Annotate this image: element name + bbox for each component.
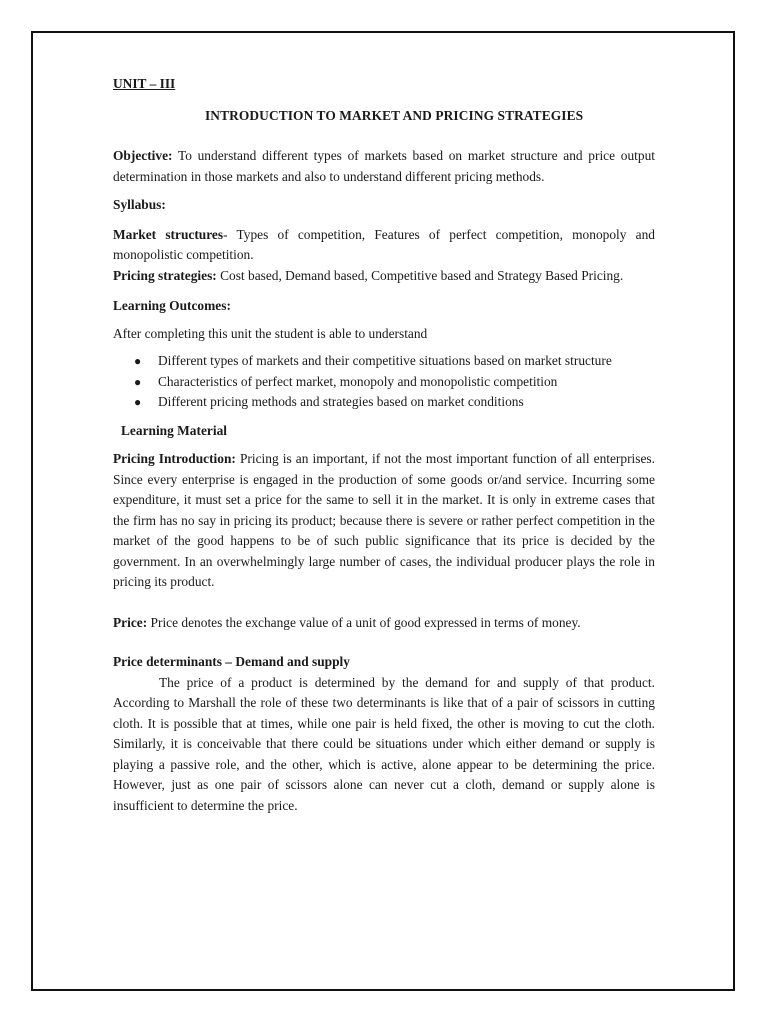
learning-outcomes-heading: Learning Outcomes: [113, 298, 231, 313]
objective-text: To understand different types of markets based on market structure and price output determination in those markets and also to understand different pricing methods. [113, 148, 655, 184]
market-structures-text: - Types of competition, Features of perfect competition, monopoly and monopolistic competition. [113, 226, 655, 262]
syllabus-heading: Syllabus: [113, 197, 166, 212]
bullet-icon: ● [134, 395, 142, 409]
list-item [134, 372, 655, 393]
list-item-text: Different types of markets and their competitive situations based on market structure [158, 353, 612, 368]
bullet-icon: ● [134, 374, 142, 389]
objective-label: Objective: [113, 148, 173, 163]
objective-paragraph [113, 146, 655, 187]
price-paragraph [113, 613, 655, 634]
price-determinants-heading: Price determinants – Demand and supply [113, 654, 350, 669]
list-item [134, 351, 655, 372]
learning-outcomes-list [113, 351, 655, 413]
market-structures-label: Market structures [113, 226, 224, 242]
document-content [113, 74, 655, 816]
learning-material-heading: Learning Material [121, 422, 227, 438]
main-title: INTRODUCTION TO MARKET AND PRICING STRATEGIES [205, 108, 584, 123]
pricing-strategies-paragraph [113, 266, 655, 287]
unit-title: UNIT – III [113, 76, 176, 91]
pricing-introduction-paragraph [113, 449, 655, 593]
price-determinants-paragraph: The price of a product is determined by the demand for and supply of that product. According to Marshall the role of these two determinants is like that of a pair of scissors in cutting cloth. It is possible that at times, while one pair is held fixed, the other is moving to cut the cloth. Similarly, it is conceivable that there could be situations under which either demand or supply is playing a passive role, and the other, which is active, alone appear to be determining the price. However, just as one pair of scissors alone can never cut a cloth, demand or supply alone is insufficient to determine the price. [113, 674, 655, 813]
pricing-strategies-text: Cost based, Demand based, Competitive based and Strategy Based Pricing. [216, 267, 624, 283]
list-item-text: Different pricing methods and strategies based on market conditions [158, 394, 524, 409]
price-label: Price: [113, 614, 148, 630]
bullet-icon: ● [134, 354, 142, 368]
pricing-strategies-label: Pricing strategies: [113, 267, 217, 283]
pricing-introduction-label: Pricing Introduction: [113, 451, 236, 466]
list-item [134, 392, 655, 413]
pricing-introduction-text: Pricing is an important, if not the most important function of all enterprises. Since every enterprise is engaged in the production of some goods or/and service. Incurring some expenditure, it must set a price for the same to sell it in the market. It is only in extreme cases that the firm has no say in pricing its product; because there is severe or rather perfect competition in the market of the good happens to be of such public significance that its price is decided by the government. In an overwhelmingly large number of cases, the individual producer plays the role in pricing its product. [113, 451, 655, 589]
learning-outcomes-intro: After completing this unit the student is able to understand [113, 325, 428, 341]
market-structures-paragraph [113, 225, 655, 266]
price-text: Price denotes the exchange value of a unit of good expressed in terms of money. [147, 614, 581, 630]
list-item-text: Characteristics of perfect market, monopoly and monopolistic competition [158, 373, 558, 389]
